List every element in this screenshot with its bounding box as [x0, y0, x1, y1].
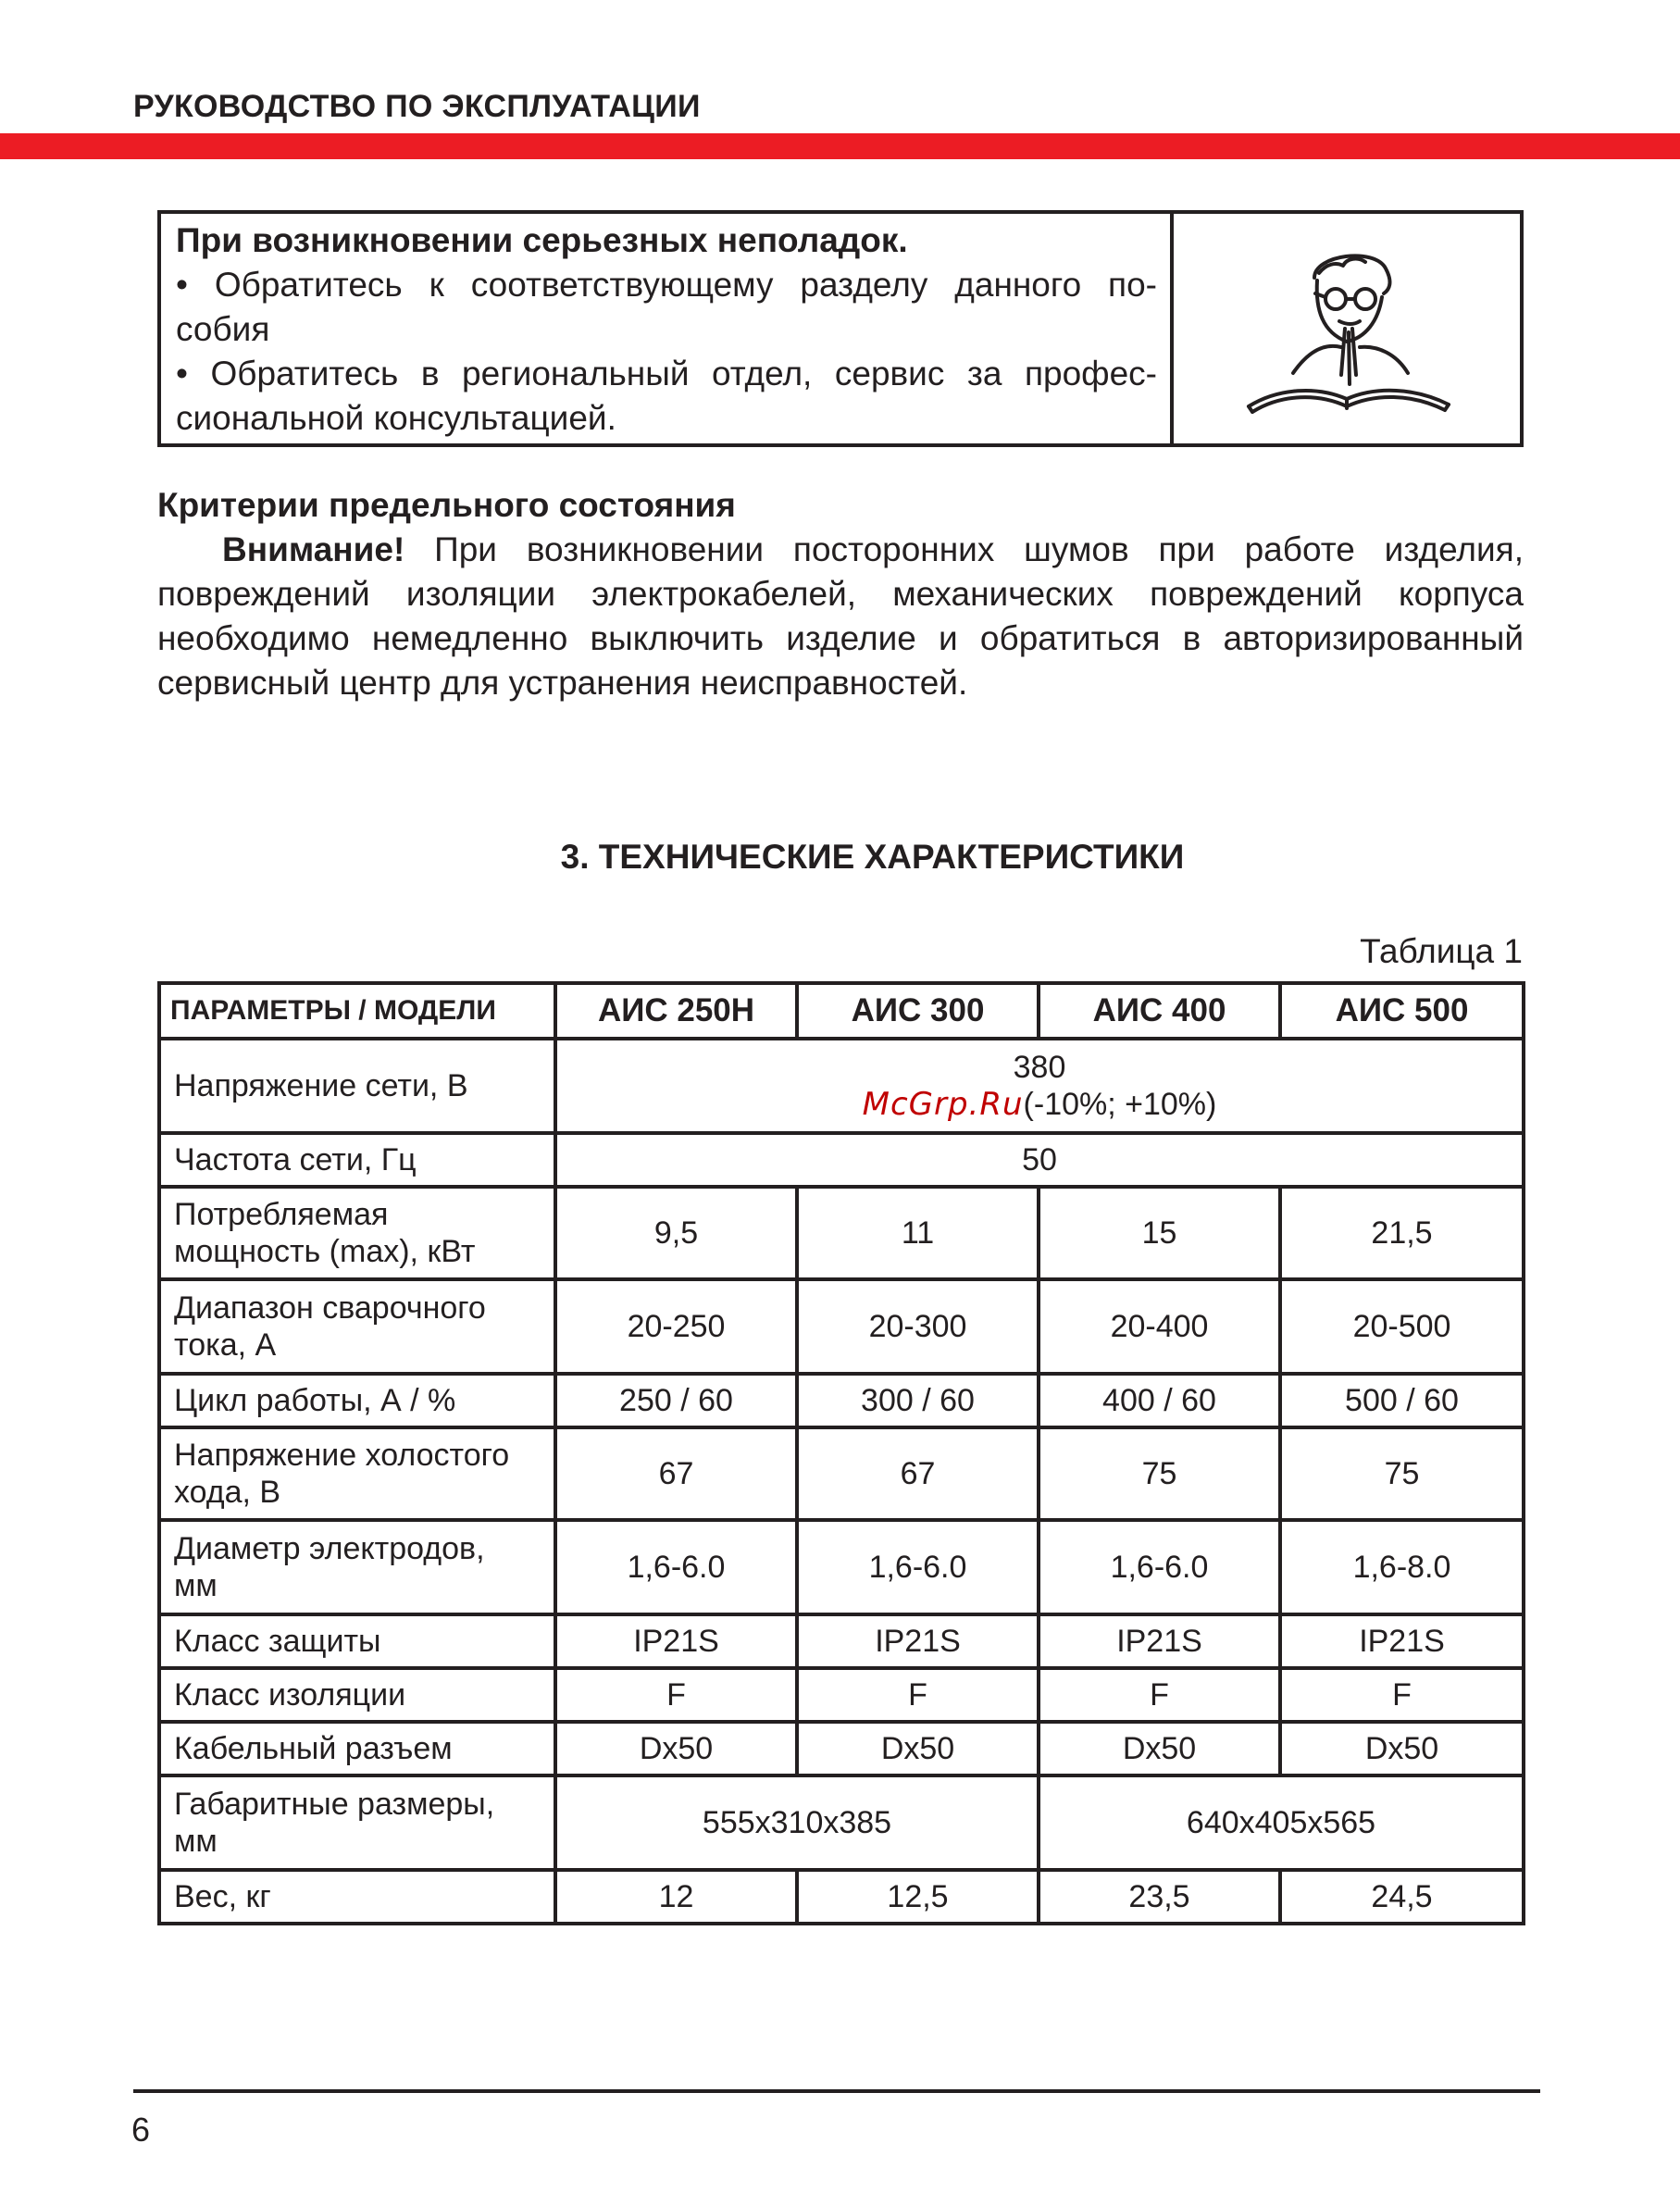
header-red-bar [0, 133, 1680, 159]
table-row [159, 1775, 1524, 1870]
table-cell: 11 [797, 1187, 1039, 1279]
table-cell: 500 / 60 [1280, 1374, 1524, 1427]
table-cell: 1,6-6.0 [555, 1520, 797, 1614]
table-row [159, 1279, 1524, 1374]
table-cell: F [1039, 1668, 1280, 1722]
table-cell: Dx50 [797, 1722, 1039, 1775]
table-row [159, 1039, 1524, 1133]
table-cell: 67 [797, 1427, 1039, 1520]
header-param: ПАРАМЕТРЫ / МОДЕЛИ [159, 983, 555, 1039]
table-cell: 20-250 [555, 1279, 797, 1374]
table-cell: 20-300 [797, 1279, 1039, 1374]
voltage-tolerance-line [566, 1086, 1512, 1123]
person-reading-book-icon [1174, 214, 1520, 443]
row-label [159, 1279, 555, 1374]
notice-title: При возникновении серьезных неполадок. [176, 221, 908, 259]
table-cell: 9,5 [555, 1187, 797, 1279]
row-label-line: Диапазон сварочного [174, 1290, 486, 1326]
row-label [159, 1520, 555, 1614]
table-row [159, 1520, 1524, 1614]
table-cell: 75 [1039, 1427, 1280, 1520]
table-row [159, 1668, 1524, 1722]
table-cell: 20-400 [1039, 1279, 1280, 1374]
specs-table [157, 981, 1525, 1925]
voltage-value: 380 [1013, 1050, 1066, 1085]
table-row [159, 1870, 1524, 1924]
table-cell: Dx50 [1280, 1722, 1524, 1775]
notice-bullet-1-line-2: собия [176, 310, 270, 348]
page-number: 6 [131, 2111, 151, 2149]
table-cell: IP21S [555, 1614, 797, 1668]
table-row [159, 1614, 1524, 1668]
table-header-row [159, 983, 1524, 1039]
table-cell: 400 / 60 [1039, 1374, 1280, 1427]
section-title: 3. ТЕХНИЧЕСКИЕ ХАРАКТЕРИСТИКИ [560, 838, 1185, 876]
table-row [159, 1722, 1524, 1775]
row-label-line: хода, В [174, 1475, 281, 1510]
table-row [159, 1427, 1524, 1520]
row-label-line: мм [174, 1824, 218, 1859]
table-cell: 640x405x565 [1039, 1775, 1524, 1870]
header-model: АИС 250Н [555, 983, 797, 1039]
watermark: McGrp.Ru [862, 1086, 1024, 1123]
notice-bullet-1-line-1: • Обратитесь к соответствующему разделу данного по- [176, 266, 1157, 304]
notice-text [161, 214, 1174, 443]
table-cell: 67 [555, 1427, 797, 1520]
table-cell: 300 / 60 [797, 1374, 1039, 1427]
table-cell: 555x310x385 [555, 1775, 1039, 1870]
row-label [159, 1187, 555, 1279]
table-cell: F [555, 1668, 797, 1722]
table-row [159, 1374, 1524, 1427]
row-label-line: Напряжение холостого [174, 1438, 510, 1473]
row-label-line: мм [174, 1568, 218, 1603]
table-cell: 1,6-6.0 [797, 1520, 1039, 1614]
header-model: АИС 300 [797, 983, 1039, 1039]
table-cell: 75 [1280, 1427, 1524, 1520]
footer-divider [133, 2089, 1540, 2093]
voltage-tolerance: (-10%; +10%) [1023, 1087, 1217, 1122]
table-cell: 20-500 [1280, 1279, 1524, 1374]
table-caption: Таблица 1 [1360, 932, 1523, 970]
row-label: Напряжение сети, В [159, 1039, 555, 1133]
table-cell: IP21S [1280, 1614, 1524, 1668]
table-cell: 23,5 [1039, 1870, 1280, 1924]
table-cell: 50 [555, 1133, 1524, 1187]
table-cell: F [1280, 1668, 1524, 1722]
criteria-section [157, 483, 1524, 705]
table-row [159, 1187, 1524, 1279]
row-label-line: Потребляемая [174, 1197, 389, 1232]
row-label: Цикл работы, А / % [159, 1374, 555, 1427]
row-label: Класс защиты [159, 1614, 555, 1668]
table-cell: 21,5 [1280, 1187, 1524, 1279]
row-label: Кабельный разъем [159, 1722, 555, 1775]
row-label: Вес, кг [159, 1870, 555, 1924]
table-cell: 24,5 [1280, 1870, 1524, 1924]
row-label-line: мощность (max), кВт [174, 1234, 476, 1269]
criteria-paragraph [157, 528, 1524, 705]
table-cell [555, 1039, 1524, 1133]
row-label [159, 1427, 555, 1520]
criteria-text: При возникновении посторонних шумов при работе изделия, повреждений изоляции электрокабелей, механических повреждений корпуса необходимо немедленно выключить изделие и обратиться в авторизированный сервисный центр для устранения неисправностей. [157, 530, 1524, 702]
table-cell: 15 [1039, 1187, 1280, 1279]
row-label-line: тока, А [174, 1327, 277, 1363]
table-cell: 250 / 60 [555, 1374, 797, 1427]
table-cell: Dx50 [555, 1722, 797, 1775]
table-cell: Dx50 [1039, 1722, 1280, 1775]
row-label [159, 1775, 555, 1870]
header-model: АИС 500 [1280, 983, 1524, 1039]
criteria-heading: Критерии предельного состояния [157, 486, 736, 524]
notice-bullet-2-line-2: сиональной консультацией. [176, 399, 616, 437]
row-label: Класс изоляции [159, 1668, 555, 1722]
row-label: Частота сети, Гц [159, 1133, 555, 1187]
table-cell: 12,5 [797, 1870, 1039, 1924]
table-cell: 12 [555, 1870, 797, 1924]
page-header-title: РУКОВОДСТВО ПО ЭКСПЛУАТАЦИИ [133, 89, 701, 124]
criteria-warning-lead: Внимание! [222, 530, 405, 568]
notice-bullet-2-line-1: • Обратитесь в региональный отдел, сервис за профес- [176, 355, 1157, 392]
table-cell: IP21S [797, 1614, 1039, 1668]
table-cell: 1,6-8.0 [1280, 1520, 1524, 1614]
table-row [159, 1133, 1524, 1187]
notice-box [157, 210, 1524, 447]
table-cell: F [797, 1668, 1039, 1722]
row-label-line: Габаритные размеры, [174, 1787, 495, 1822]
table-cell: 1,6-6.0 [1039, 1520, 1280, 1614]
header-model: АИС 400 [1039, 983, 1280, 1039]
row-label-line: Диаметр электродов, [174, 1531, 485, 1566]
table-cell: IP21S [1039, 1614, 1280, 1668]
